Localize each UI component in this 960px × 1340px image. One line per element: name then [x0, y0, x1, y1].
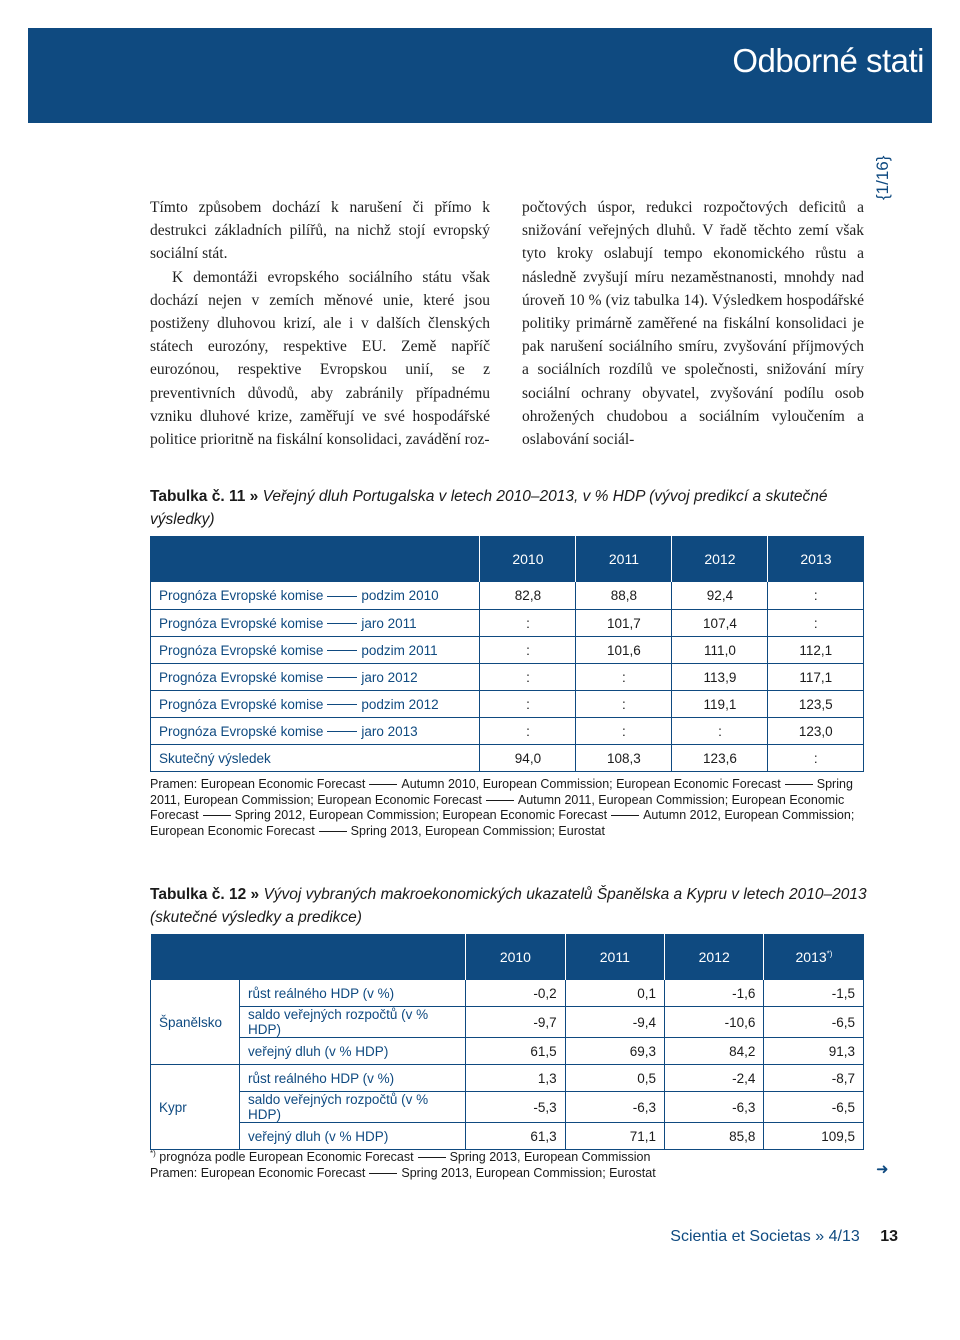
footnote-mark: *): [826, 949, 833, 959]
table-row: [151, 637, 864, 664]
indicator-label: veřejný dluh (v % HDP): [240, 1123, 466, 1150]
header-blank: [240, 934, 466, 980]
cell: -1,6: [664, 980, 763, 1007]
table-label: Tabulka č. 11: [150, 488, 246, 505]
cell: :: [480, 610, 576, 637]
footer-separator: »: [815, 1228, 825, 1245]
cell: 111,0: [672, 637, 768, 664]
source-text: Pramen: European Economic Forecast: [150, 1165, 366, 1180]
year-label: 2013: [795, 949, 827, 965]
table-row: [151, 745, 864, 772]
cell: -6,5: [764, 1092, 864, 1123]
row-period: podzim 2011: [361, 642, 438, 658]
source-text: Spring 2013, European Commission; Eurostat: [350, 823, 605, 838]
table-row: [151, 691, 864, 718]
footnote-text: Spring 2013, European Commission: [449, 1150, 651, 1165]
source-text: Spring 2012, European Commission; European Economic Forecast: [234, 808, 608, 823]
cell: :: [480, 637, 576, 664]
cell: 117,1: [768, 664, 864, 691]
year-header: 2010: [480, 536, 576, 582]
year-header: 2010: [466, 934, 565, 980]
header-blank: [151, 934, 240, 980]
cell: 92,4: [672, 582, 768, 610]
table-row: [151, 664, 864, 691]
table-row: [151, 1007, 864, 1038]
cell: 112,1: [768, 637, 864, 664]
row-label: Prognóza Evropské komise: [159, 642, 324, 658]
cell: -8,7: [764, 1065, 864, 1092]
page-footer: [670, 1228, 898, 1246]
cell: :: [480, 718, 576, 745]
caption-separator: »: [250, 886, 260, 903]
cell: 0,5: [565, 1065, 664, 1092]
indicator-label: růst reálného HDP (v %): [240, 1065, 466, 1092]
table-row: [151, 610, 864, 637]
cell: -1,5: [764, 980, 864, 1007]
cell: :: [480, 691, 576, 718]
cell: -5,3: [466, 1092, 565, 1123]
cell: -9,7: [466, 1007, 565, 1038]
source-text: Autumn 2012, European Commission; European Economic Forecast: [150, 808, 855, 838]
text-column-right: [522, 196, 864, 451]
year-header: 2012: [672, 536, 768, 582]
table-row: [151, 582, 864, 610]
row-label: Prognóza Evropské komise: [159, 723, 324, 739]
paragraph: K demontáži evropského sociálního státu však dochází nejen v zemích měnové unie, které jsou postiženy dluhovou krizí, ale i v dalších členských státech eurozóny, respektive EU. Země napříč eurozónou, respektive Evropskou unií, se z preventivních důvodů, aby zabránily případnému vzniku dluhové krize, zaměřují ve své hospodářské politice prioritně na fiskální konsolidaci, zavádění roz-: [150, 268, 490, 449]
cell: -0,2: [466, 980, 565, 1007]
indicator-label: růst reálného HDP (v %): [240, 980, 466, 1007]
cell: 88,8: [576, 582, 672, 610]
cell: -6,5: [764, 1007, 864, 1038]
cell: 91,3: [764, 1038, 864, 1065]
cell: 123,5: [768, 691, 864, 718]
row-period: podzim 2012: [361, 696, 439, 712]
cell: :: [768, 610, 864, 637]
continue-arrow-icon: ➜: [876, 1161, 889, 1178]
source-line: [150, 1166, 868, 1182]
table-title: Veřejný dluh Portugalska v letech 2010–2013, v % HDP (vývoj predikcí a skutečné výsledky): [150, 488, 828, 528]
cell: :: [480, 664, 576, 691]
table-12-notes: [150, 1146, 868, 1181]
indicator-label: veřejný dluh (v % HDP): [240, 1038, 466, 1065]
cell: 61,3: [466, 1123, 565, 1150]
cell: 82,8: [480, 582, 576, 610]
row-label: Prognóza Evropské komise: [159, 696, 324, 712]
cell: -9,4: [565, 1007, 664, 1038]
cell: 101,6: [576, 637, 672, 664]
caption-separator: »: [249, 488, 259, 505]
table-11-caption: [150, 485, 870, 531]
paragraph: Tímto způsobem dochází k narušení či přímo k destrukci základních pilířů, na nichž stojí evropský sociální stát.: [150, 199, 490, 263]
cell: 101,7: [576, 610, 672, 637]
cell: -6,3: [565, 1092, 664, 1123]
row-label: Prognóza Evropské komise: [159, 669, 324, 685]
cell: :: [576, 718, 672, 745]
cell: 94,0: [480, 745, 576, 772]
table-row: [151, 980, 864, 1007]
cell: :: [768, 582, 864, 610]
cell: 113,9: [672, 664, 768, 691]
source-text: Autumn 2011, European Commission; European Economic Forecast: [150, 792, 845, 823]
country-label: Španělsko: [151, 980, 240, 1065]
row-label: Prognóza Evropské komise: [159, 615, 324, 631]
cell: 85,8: [664, 1123, 763, 1150]
row-label: Skutečný výsledek: [151, 745, 480, 772]
cell: 123,0: [768, 718, 864, 745]
row-period: jaro 2011: [361, 615, 417, 631]
country-label: Kypr: [151, 1065, 240, 1150]
cell: :: [672, 718, 768, 745]
cell: 119,1: [672, 691, 768, 718]
footnote: [150, 1146, 868, 1166]
row-period: jaro 2012: [361, 669, 418, 685]
cell: -6,3: [664, 1092, 763, 1123]
cell: -2,4: [664, 1065, 763, 1092]
table-12: [150, 934, 864, 1150]
page-number: 13: [880, 1228, 898, 1245]
source-text: Pramen: European Economic Forecast: [150, 777, 366, 791]
cell: 69,3: [565, 1038, 664, 1065]
cell: 109,5: [764, 1123, 864, 1150]
year-header: 2011: [565, 934, 664, 980]
cell: -10,6: [664, 1007, 763, 1038]
cell: 108,3: [576, 745, 672, 772]
cell: 107,4: [672, 610, 768, 637]
row-label: Prognóza Evropské komise: [159, 588, 324, 603]
section-title: Odborné stati: [732, 42, 924, 79]
table-label: Tabulka č. 12: [150, 886, 247, 903]
page-counter: {1/16}: [873, 155, 892, 200]
year-header: 2013: [768, 536, 864, 582]
cell: 84,2: [664, 1038, 763, 1065]
year-header: [764, 934, 864, 980]
footnote-text: prognóza podle European Economic Forecast: [159, 1150, 414, 1165]
header-blank: [151, 536, 480, 582]
indicator-label: saldo veřejných rozpočtů (v % HDP): [240, 1092, 466, 1123]
cell: :: [768, 745, 864, 772]
row-period: podzim 2010: [361, 588, 439, 603]
table-12-caption: [150, 883, 870, 929]
paragraph: počtových úspor, redukci rozpočtových deficitů a snižování veřejných dluhů. V řadě těchto zemí však tyto kroky oslabují tempo ekonomického růstu a následně zvyšují míru nezaměstnanosti, mnohdy nad úroveň 10 % (viz tabulka 14). Výsledkem hospodářské politiky primárně zaměřené na fiskální konsolidaci je pak narušení sociálního smíru, zvyšování příjmových a sociálních rozdílů ve společnosti, snižování míry sociální ochrany obyvatel, zvyšování podílu osob ohrožených chudobou a sociálním vyloučením a oslabování sociál-: [522, 199, 864, 449]
cell: 71,1: [565, 1123, 664, 1150]
cell: 61,5: [466, 1038, 565, 1065]
table-row: [151, 1065, 864, 1092]
cell: :: [576, 664, 672, 691]
issue-number: 4/13: [828, 1228, 860, 1245]
indicator-label: saldo veřejných rozpočtů (v % HDP): [240, 1007, 466, 1038]
cell: 123,6: [672, 745, 768, 772]
table-row: [151, 1038, 864, 1065]
cell: 1,3: [466, 1065, 565, 1092]
cell: :: [576, 691, 672, 718]
source-text: Spring 2013, European Commission; Eurostat: [401, 1165, 656, 1180]
table-11-source: [150, 777, 868, 839]
table-row: [151, 1092, 864, 1123]
table-row: [151, 718, 864, 745]
cell: 0,1: [565, 980, 664, 1007]
year-header: 2012: [664, 934, 763, 980]
year-header: 2011: [576, 536, 672, 582]
source-text: Autumn 2010, European Commission; European Economic Forecast: [401, 777, 781, 791]
journal-name: Scientia et Societas: [670, 1228, 811, 1245]
text-column-left: [150, 196, 490, 451]
row-period: jaro 2013: [361, 723, 418, 739]
table-title: Vývoj vybraných makroekonomických ukazatelů Španělska a Kypru v letech 2010–2013 (skutečné výsledky a predikce): [150, 886, 867, 926]
source-text: Spring 2011, European Commission; European Economic Forecast: [150, 777, 853, 807]
table-11: [150, 536, 864, 772]
footnote-mark: *): [150, 1149, 156, 1158]
